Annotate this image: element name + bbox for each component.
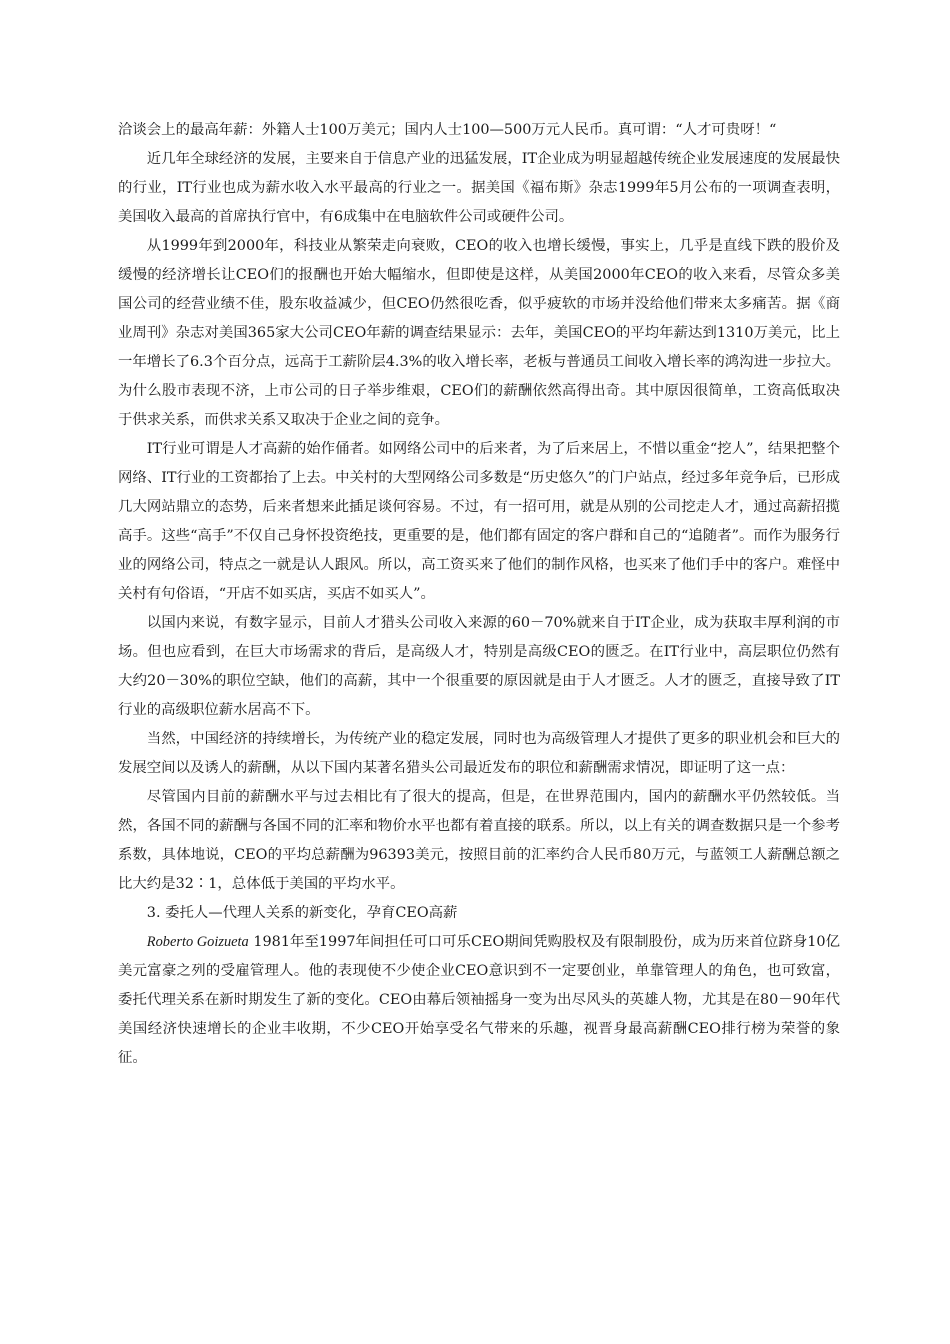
paragraph-it-industry-growth: 近几年全球经济的发展，主要来自于信息产业的迅猛发展，IT企业成为明显超越传统企业发展速度的发展最快的行业，IT行业也成为薪水收入水平最高的行业之一。据美国《福布斯》杂志1999年5月公布的一项调查表明，美国收入最高的首席执行官中，有6成集中在电脑软件公司或硬件公司。 — [118, 151, 840, 225]
paragraph-goizueta — [118, 928, 840, 1073]
document-body — [118, 116, 840, 1073]
paragraph-it-talent-poaching: IT行业可谓是人才高薪的始作俑者。如网络公司中的后来者，为了后来居上，不惜以重金“挖人”，结果把整个网络、IT行业的工资都抬了上去。中关村的大型网络公司多数是“历史悠久”的门户站点，经过多年竞争后，已形成几大网站鼎立的态势，后来者想来此插足谈何容易。不过，有一招可用，就是从别的公司挖走人才，通过高薪招揽高手。这些“高手”不仅自己身怀投资绝技，更重要的是，他们都有固定的客户群和自己的“追随者”。而作为服务行业的网络公司，特点之一就是认人跟风。所以，高工资买来了他们的制作风格，也买来了他们手中的客户。难怪中关村有句俗语，“开店不如买店，买店不如买人”。 — [118, 441, 840, 602]
paragraph-domestic-headhunting: 以国内来说，有数字显示，目前人才猎头公司收入来源的60－70%就来自于IT企业，成为获取丰厚利润的市场。但也应看到，在巨大市场需求的背后，是高级人才，特别是高级CEO的匮乏。在IT行业中，高层职位仍然有大约20－30%的职位空缺，他们的高薪，其中一个很重要的原因就是由于人才匮乏。人才的匮乏，直接导致了IT行业的高级职位薪水居高不下。 — [118, 615, 840, 718]
paragraph-goizueta-text: 1981年至1997年间担任可口可乐CEO期间凭购股权及有限制股份，成为历来首位跻身10亿美元富豪之列的受雇管理人。他的表现使不少使企业CEO意识到不一定要创业，单靠管理人的角色，也可致富，委托代理关系在新时期发生了新的变化。CEO由幕后领袖摇身一变为出尽风头的英雄人物，尤其是在80－90年代美国经济快速增长的企业丰收期，不少CEO开始享受名气带来的乐趣，视晋身最高薪酬CEO排行榜为荣誉的象征。 — [118, 934, 840, 1066]
paragraph-ceo-income-2000: 从1999年到2000年，科技业从繁荣走向衰败，CEO的收入也增长缓慢，事实上，几乎是直线下跌的股价及缓慢的经济增长让CEO们的报酬也开始大幅缩水，但即使是这样，从美国2000年CEO的收入来看，尽管众多美国公司的经营业绩不佳，股东收益减少，但CEO仍然很吃香，似乎疲软的市场并没给他们带来太多痛苦。据《商业周刊》杂志对美国365家大公司CEO年薪的调查结果显示：去年，美国CEO的平均年薪达到1310万美元，比上一年增长了6.3个百分点，远高于工薪阶层4.3%的收入增长率，老板与普通员工间收入增长率的鸿沟进一步拉大。为什么股市表现不济，上市公司的日子举步维艰，CEO们的薪酬依然高得出奇。其中原因很简单，工资高低取决于供求关系，而供求关系又取决于企业之间的竞争。 — [118, 238, 840, 428]
person-name: Roberto Goizueta — [146, 934, 249, 950]
section-heading: 3. 委托人—代理人关系的新变化，孕育CEO高薪 — [146, 905, 458, 921]
paragraph-china-economy: 当然，中国经济的持续增长，为传统产业的稳定发展，同时也为高级管理人才提供了更多的职业机会和巨大的发展空间以及诱人的薪酬，从以下国内某著名猎头公司最近发布的职位和薪酬需求情况，即证明了这一点： — [118, 731, 840, 776]
paragraph-domestic-salary-level: 尽管国内目前的薪酬水平与过去相比有了很大的提高，但是，在世界范围内，国内的薪酬水平仍然较低。当然，各国不同的薪酬与各国不同的汇率和物价水平也都有着直接的联系。所以，以上有关的调查数据只是一个参考系数，具体地说，CEO的平均总薪酬为96393美元，按照目前的汇率约合人民币80万元，与蓝领工人薪酬总额之比大约是32∶1，总体低于美国的平均水平。 — [118, 789, 840, 892]
paragraph-continuation: 洽谈会上的最高年薪：外籍人士100万美元；国内人士100—500万元人民币。真可谓：“人才可贵呀！“ — [118, 122, 777, 138]
